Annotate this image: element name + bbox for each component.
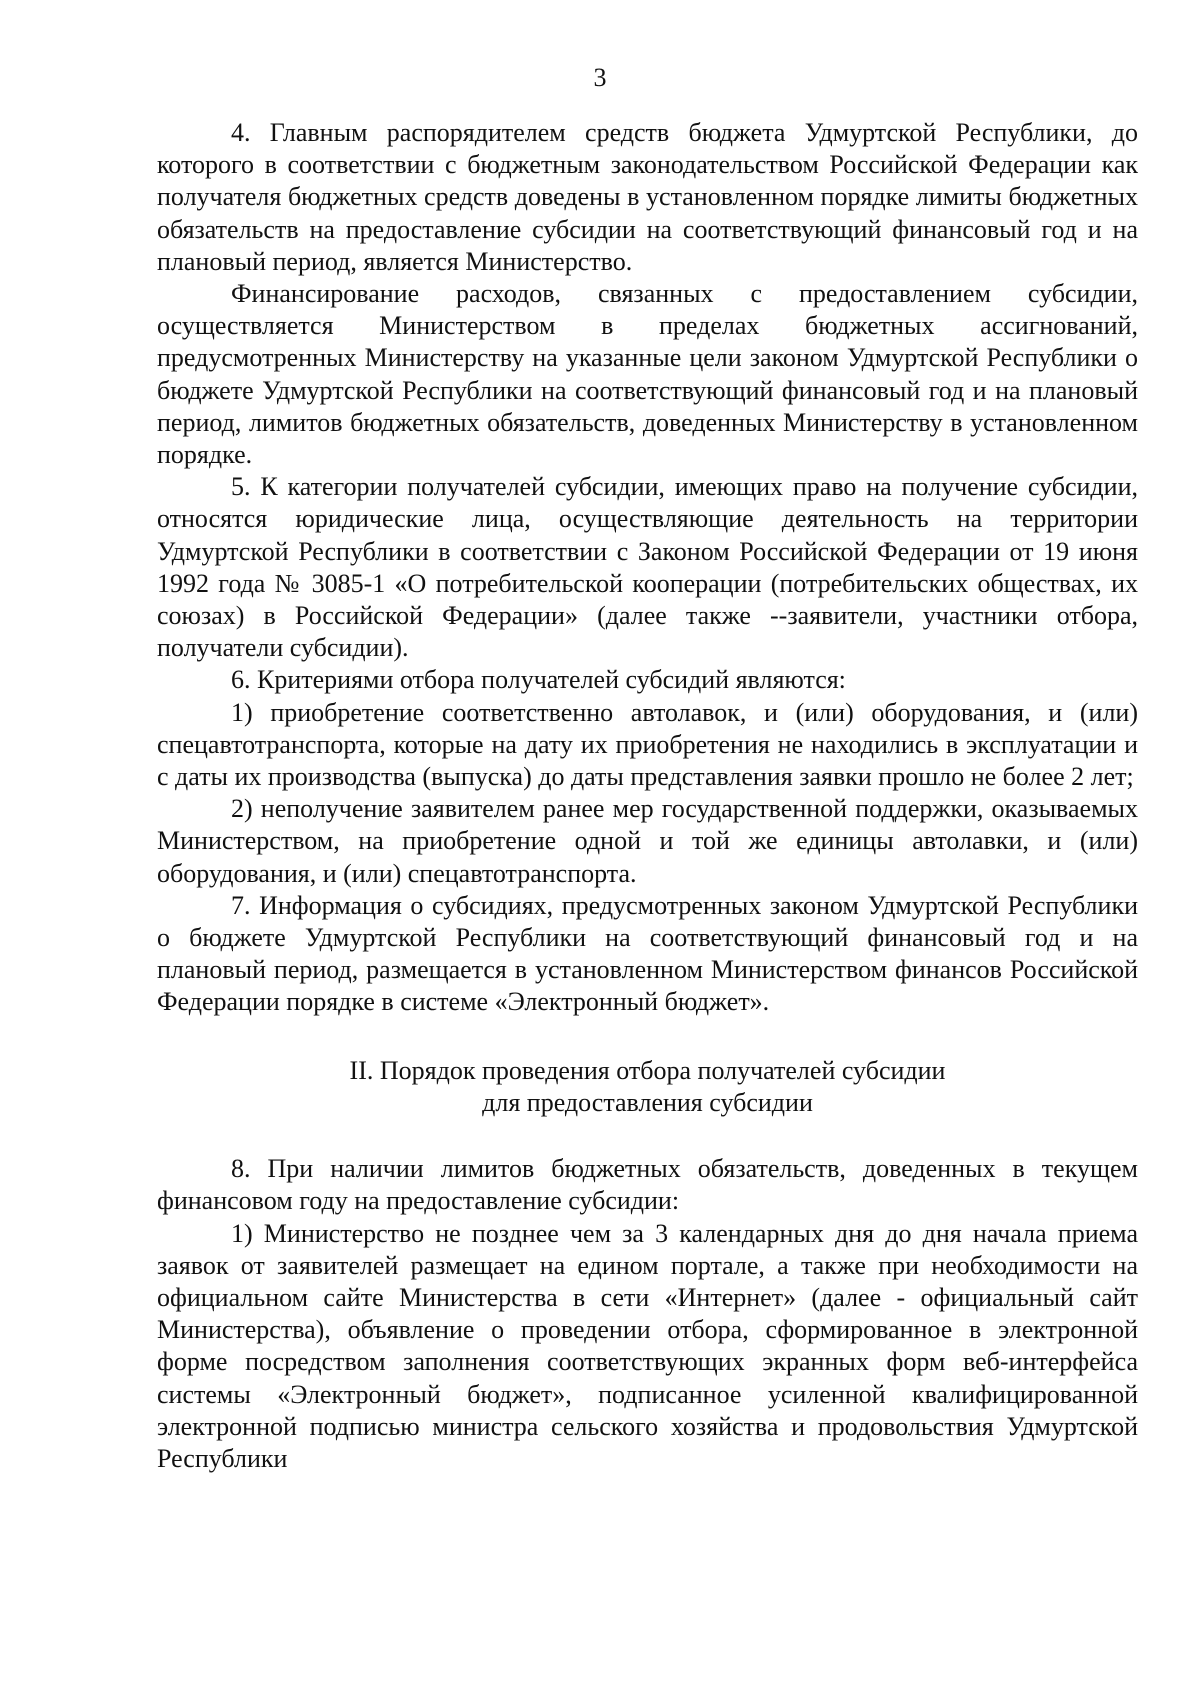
paragraph-criterion-2: 2) неполучение заявителем ранее мер государственной поддержки, оказываемых Министерством, на приобретение одной и той же единицы автолавки, и (или) оборудования, и (или) спецавтотранспорта. — [157, 794, 1138, 888]
section-heading-line-2: для предоставления субсидии — [482, 1087, 813, 1117]
section-heading — [157, 1055, 1138, 1119]
document-body — [157, 117, 1138, 1475]
paragraph-6-selection-criteria: 6. Критериями отбора получателей субсидий являются: — [231, 665, 846, 695]
paragraph-criterion-1: 1) приобретение соответственно автолавок, и (или) оборудования, и (или) спецавтотранспорта, которые на дату их приобретения не находились в эксплуатации и с даты их производства (выпуска) до даты представления заявки прошло не более 2 лет; — [157, 697, 1138, 792]
paragraph-8-1-announcement: 1) Министерство не позднее чем за 3 календарных дня до дня начала приема заявок от заявителей размещает на едином портале, а также при необходимости на официальном сайте Министерства в сети «Интернет» (далее - официальный сайт Министерства), объявление о проведении отбора, сформированное в электронной форме посредством заполнения соответствующих экранных форм веб-интерфейса системы «Электронный бюджет», подписанное усиленной квалифицированной электронной подписью министра сельского хозяйства и продовольствия Удмуртской Республики — [157, 1218, 1138, 1473]
section-heading-line-1: II. Порядок проведения отбора получателей субсидии — [349, 1055, 946, 1085]
paragraph-8-budget-limits: 8. При наличии лимитов бюджетных обязательств, доведенных в текущем финансовом году на предоставление субсидии: — [157, 1154, 1138, 1216]
paragraph-financing: Финансирование расходов, связанных с предоставлением субсидии, осуществляется Министерством в пределах бюджетных ассигнований, предусмотренных Министерству на указанные цели законом Удмуртской Республики о бюджете Удмуртской Республики на соответствующий финансовый год и на плановый период, лимитов бюджетных обязательств, доведенных Министерству в установленном порядке. — [157, 279, 1138, 470]
paragraph-4-budget-manager: 4. Главным распорядителем средств бюджета Удмуртской Республики, до которого в соответствии с бюджетным законодательством Российской Федерации как получателя бюджетных средств доведены в установленном порядке лимиты бюджетных обязательств на предоставление субсидии на соответствующий финансовый год и на плановый период, является Министерство. — [157, 118, 1138, 276]
paragraph-7-subsidy-information: 7. Информация о субсидиях, предусмотренных законом Удмуртской Республики о бюджете Удмуртской Республики на соответствующий финансовый год и на плановый период, размещается в установленном Министерством финансов Российской Федерации порядке в системе «Электронный бюджет». — [157, 890, 1138, 1017]
page-number: 3 — [593, 63, 607, 92]
paragraph-5-recipient-category: 5. К категории получателей субсидии, имеющих право на получение субсидии, относятся юридические лица, осуществляющие деятельность на территории Удмуртской Республики в соответствии с Законом Российской Федерации от 19 июня 1992 года № 3085-1 «О потребительской кооперации (потребительских обществах, их союзах) в Российской Федерации» (далее также --заявители, участники отбора, получатели субсидии). — [157, 472, 1138, 663]
